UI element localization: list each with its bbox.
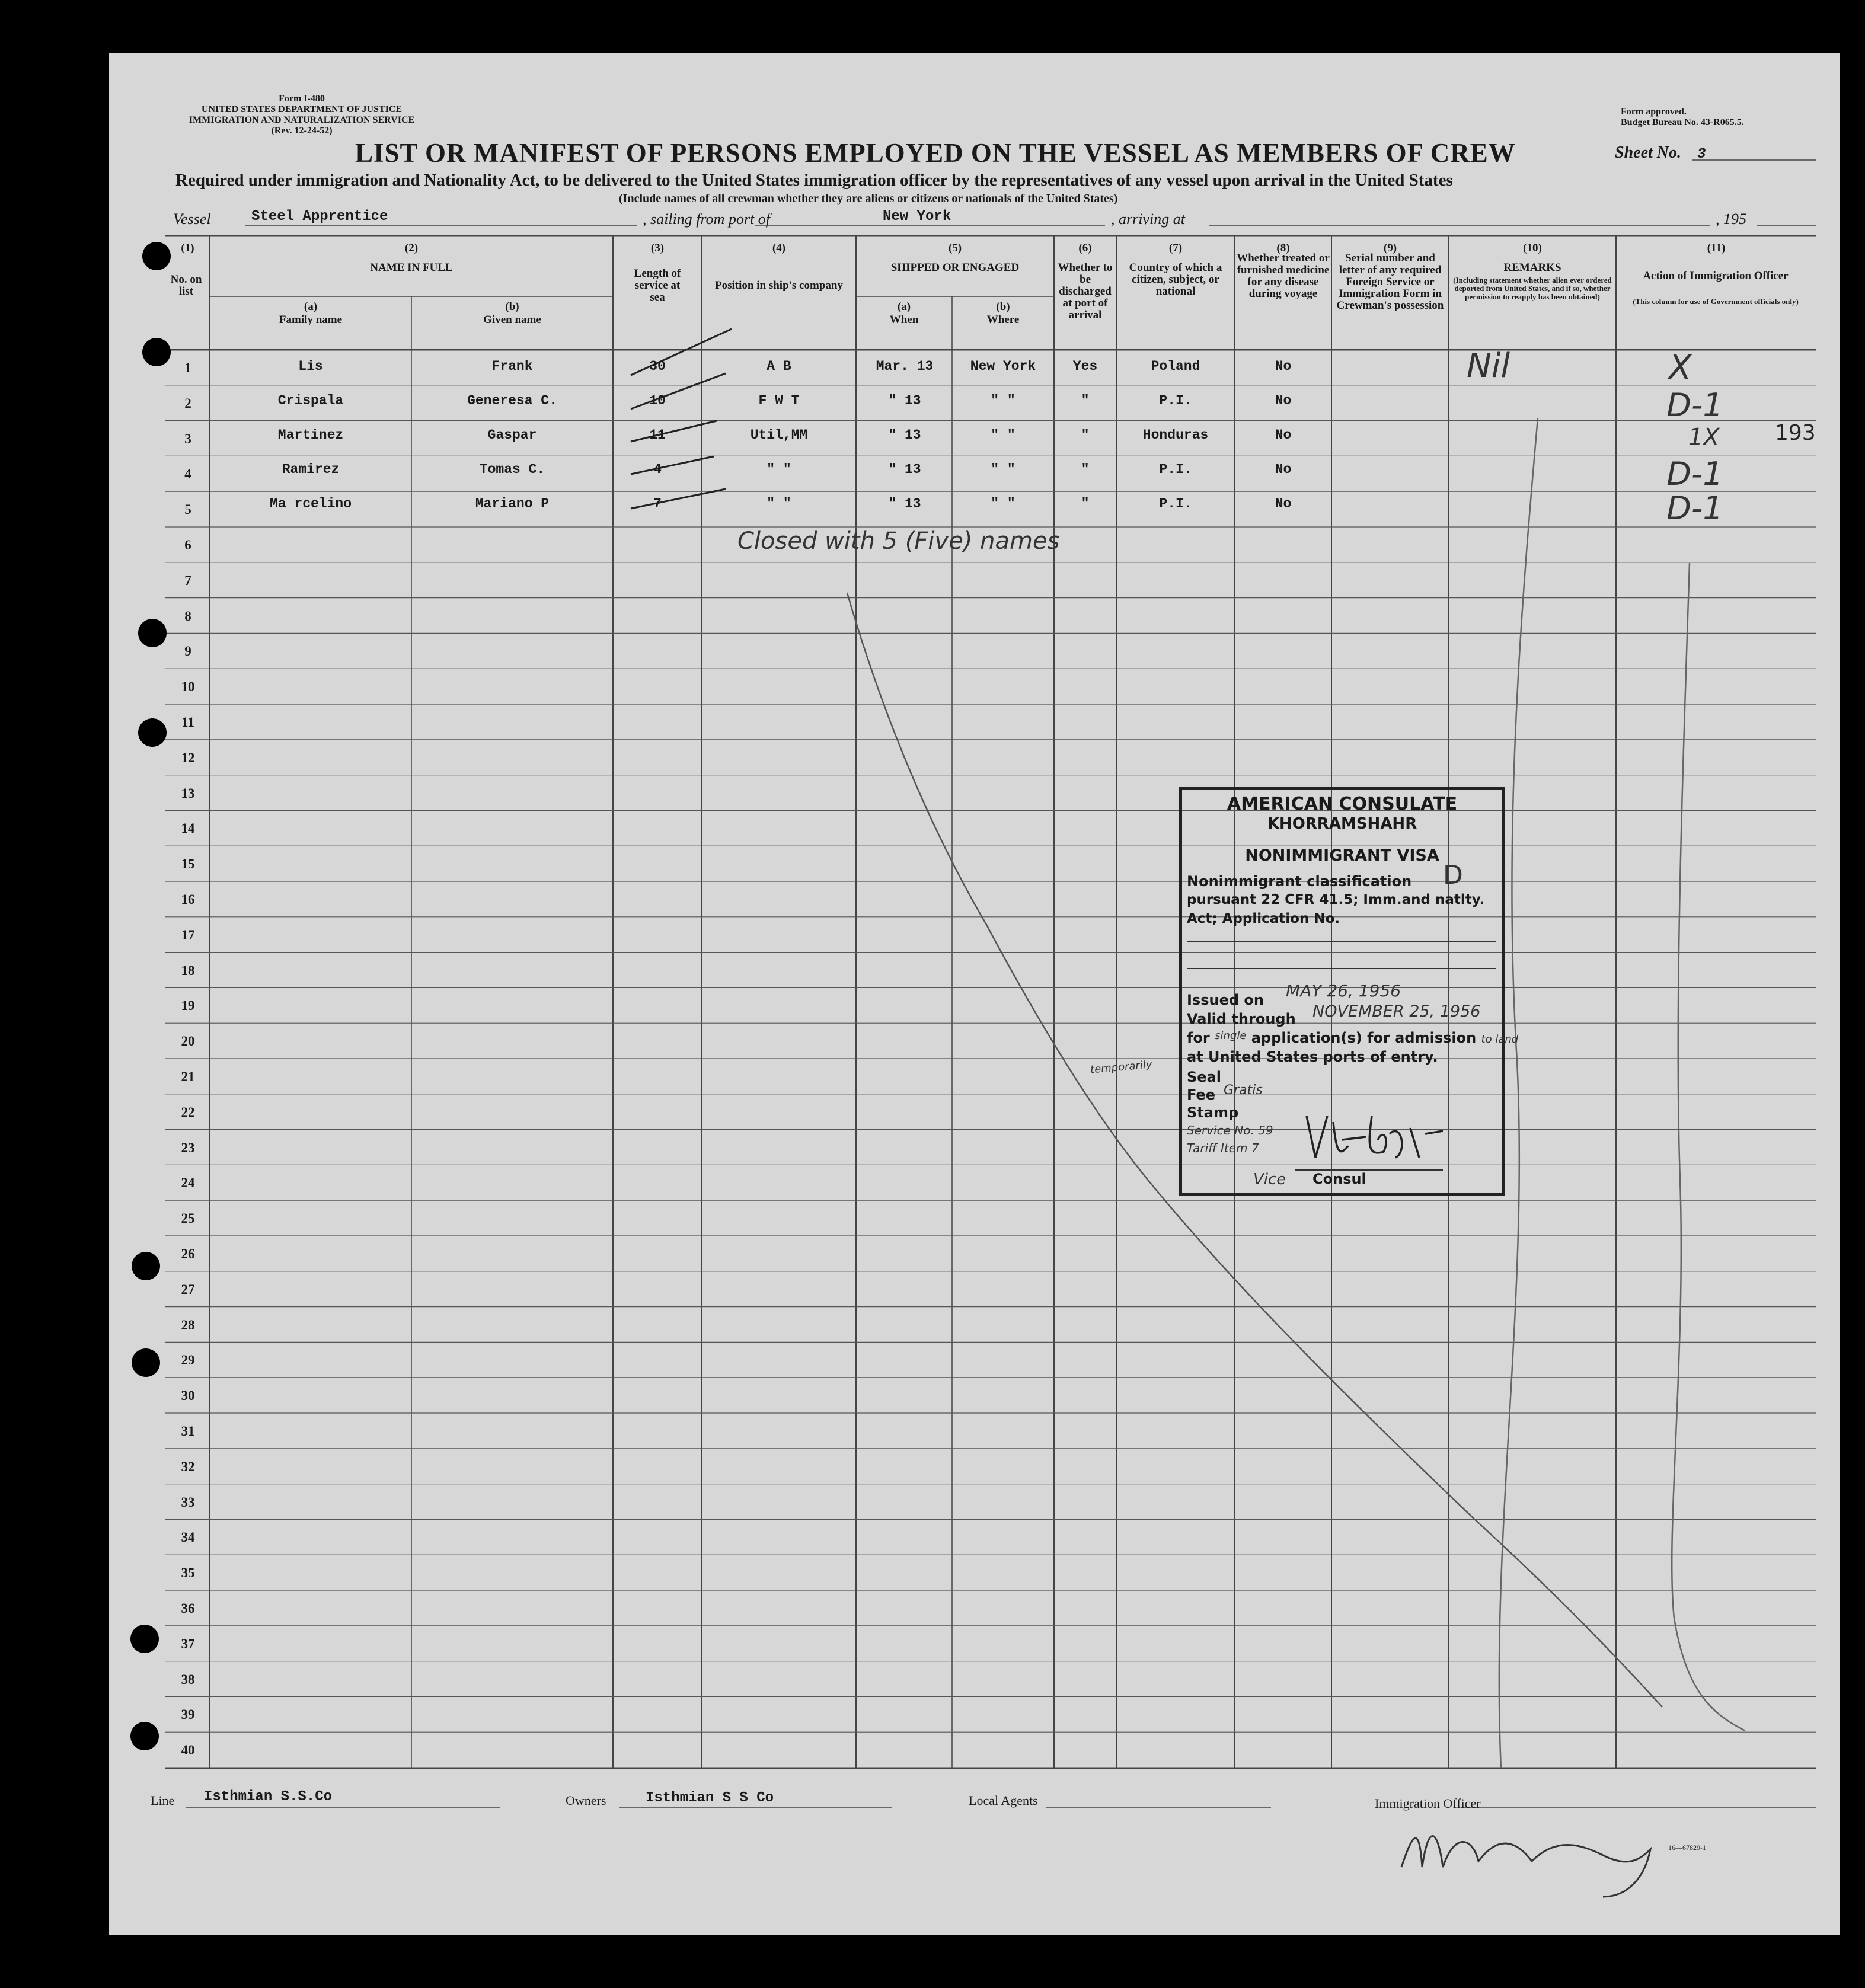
row-number: 31 [181,1424,195,1439]
department: UNITED STATES DEPARTMENT OF JUSTICE [201,104,403,114]
footer-line-label: Line [151,1793,175,1808]
row-treated: No [1275,496,1292,512]
stamp-classification-value: D [1443,860,1463,890]
consul-signature [1301,1104,1455,1169]
stamp-consul: Consul [1312,1171,1366,1187]
row-position: " " [767,462,791,477]
row-treated: No [1275,359,1292,374]
col-given-name: Given name [483,314,541,326]
footer-agents-label: Local Agents [969,1793,1038,1808]
col-position: Position in ship's company [715,279,843,292]
include-line: (Include names of all crewman whether they are aliens or citizens or nationals of the United States) [619,192,1118,205]
row-where: " " [991,427,1015,443]
row-number: 19 [181,998,195,1014]
col-1-num: (1) [181,242,194,254]
stamp-classification-label: Nonimmigrant classification [1187,873,1412,890]
row-family-name: Ma rcelino [269,496,352,512]
row-number: 14 [181,821,195,836]
row-given-name: Frank [491,359,533,374]
row-position: " " [767,496,791,512]
stamp-for-hand: single [1215,1030,1247,1042]
col-6-num: (6) [1078,242,1092,254]
row-where: " " [991,462,1015,477]
row-country: P.I. [1159,496,1192,512]
form-approved: Form approved. [1621,107,1687,117]
stamp-for-label: for [1187,1030,1210,1046]
col-treated: Whether treated or furnished medicine for any disease during voyage [1237,252,1330,300]
footer-line-value: Isthmian S.S.Co [204,1789,333,1805]
row-country: Poland [1151,359,1200,374]
footer-owners-value: Isthmian S S Co [646,1790,774,1806]
form-id: Form I-480 [279,94,325,104]
row-length: 4 [653,462,662,477]
punch-hole [142,338,171,366]
stamp-tariff-no: Tariff Item 7 [1187,1141,1259,1155]
col-3-num: (3) [650,242,665,254]
row-treated: No [1275,462,1292,477]
footer-print-code: 16—67829-1 [1668,1843,1706,1852]
punch-hole [142,242,171,270]
row-number: 6 [184,538,191,552]
form-grid [109,53,1840,1935]
row-when: " 13 [888,496,921,512]
stamp-issued-label: Issued on [1187,992,1264,1008]
stamp-act: Act; Application No. [1187,911,1340,926]
col-11-num: (11) [1707,242,1726,254]
stamp-to-land: to land [1481,1033,1519,1046]
row-number: 23 [181,1140,195,1155]
row-number: 5 [184,502,191,517]
row-number: 7 [184,573,191,588]
col-8-num: (8) [1276,242,1290,254]
row-discharged: " [1081,462,1090,477]
row-family-name: Martinez [277,427,344,443]
row-number: 28 [181,1317,195,1332]
row-number: 35 [181,1565,195,1581]
row-number: 36 [181,1601,195,1616]
closed-note: Closed with 5 (Five) names [737,528,1060,555]
punch-hole [138,718,167,747]
row-number: 27 [181,1281,195,1297]
row-number: 8 [184,608,191,624]
stamp-fee-value: Gratis [1224,1083,1263,1098]
col-action: Action of Immigration Officer [1643,270,1789,282]
sheet-label: Sheet No. [1615,143,1681,162]
officer-signature [1401,1836,1650,1897]
arriving-label: , arriving at [1111,210,1185,228]
row-action: D-1 [1666,490,1723,527]
col-family-name: Family name [279,314,343,326]
row-given-name: Tomas C. [479,462,545,477]
col-where-b: (b) [996,301,1010,313]
col-7-num: (7) [1168,242,1183,254]
row-when: Mar. 13 [876,359,934,374]
row-action: D-1 [1666,455,1723,493]
col-5-num: (5) [948,242,962,254]
row-number: 1 [184,360,191,375]
row-given-name: Mariano P [475,496,550,512]
row-number: 10 [181,679,195,695]
row-number: 22 [181,1104,195,1120]
row-number: 16 [181,892,195,907]
temporarily-note: temporarily [1090,1058,1153,1076]
row-number: 4 [184,466,191,482]
col-remarks-note: (Including statement whether alien ever ordered deported from United States, and if so, whether permission to reapply has been obtained) [1453,276,1612,301]
stamp-service-no: Service No. 59 [1187,1123,1273,1137]
revision: (Rev. 12-24-52) [271,126,333,136]
row-given-name: Gaspar [487,427,537,443]
row-number: 13 [181,785,195,801]
row-treated: No [1275,393,1292,408]
row-number: 15 [181,856,195,872]
col-action-note: (This column for use of Government officials only) [1633,297,1799,306]
row-country: P.I. [1159,462,1192,477]
row-length: 11 [649,427,666,443]
stamp-vice: Vice [1253,1171,1286,1188]
budget-bureau: Budget Bureau No. 43-R065.5. [1621,117,1744,127]
row-number: 18 [181,963,195,978]
row-number: 24 [181,1175,195,1191]
col-given-b: (b) [505,301,519,313]
row-family-name: Ramirez [282,462,340,477]
col-name-in-full: NAME IN FULL [370,261,453,274]
col-2-num: (2) [404,242,419,254]
col-remarks: REMARKS [1503,261,1561,274]
punch-hole [138,619,167,647]
row-discharged: Yes [1072,359,1098,374]
row-given-name: Generesa C. [467,393,557,408]
row-length: 30 [649,359,666,374]
stamp-valid-value: NOVEMBER 25, 1956 [1312,1002,1481,1021]
row-number: 34 [181,1530,195,1545]
row-number: 38 [181,1671,195,1687]
col-length: Length of service at sea [634,267,681,303]
punch-hole [130,1625,159,1653]
stamp-consulate: AMERICAN CONSULATE [1227,794,1458,814]
stamp-application: application(s) for admission [1251,1030,1477,1046]
stamp-city: KHORRAMSHAHR [1267,815,1417,833]
row-number: 20 [181,1034,195,1049]
row-discharged: " [1081,496,1090,512]
row-family-name: Crispala [277,393,344,408]
row-number: 33 [181,1494,195,1510]
vessel-label: Vessel [173,210,211,228]
col-discharged: Whether to be discharged at port of arrival [1058,261,1113,321]
row-length: 10 [649,393,666,408]
col-shipped: SHIPPED OR ENGAGED [890,261,1020,274]
row-action: 1X [1688,424,1720,451]
stamp-stamp-label: Stamp [1187,1104,1239,1121]
row-length: 7 [653,496,662,512]
row-family-name: Lis [298,359,323,374]
consulate-visa-stamp [1179,787,1519,1196]
remarks-nil: Nil [1467,347,1510,385]
service: IMMIGRATION AND NATURALIZATION SERVICE [189,115,415,125]
stamp-valid-label: Valid through [1187,1011,1296,1027]
row-number: 21 [181,1069,195,1084]
row-number: 39 [181,1707,195,1722]
col-no-on-list: No. on list [170,273,202,298]
row-position: A B [767,359,791,374]
row-when: " 13 [888,427,921,443]
footer-owners-label: Owners [566,1793,606,1808]
row-where: " " [991,393,1015,408]
vessel-value: Steel Apprentice [251,209,388,225]
col-serial: Serial number and letter of any required Foreign Service or Immigration Form in Crewman's possession [1336,252,1444,312]
action-vertical-line [1672,563,1745,1731]
sailing-value: New York [883,209,951,225]
row-number: 30 [181,1388,195,1404]
row-number: 26 [181,1247,195,1261]
row-action: X [1668,349,1692,387]
row-country: Honduras [1142,427,1209,443]
row-action: D-1 [1666,386,1723,424]
col-9-num: (9) [1383,242,1397,254]
row-number: 37 [181,1636,195,1651]
manifest-sheet [109,53,1840,1935]
stamp-for-line [1187,1030,1518,1046]
col-when-a: (a) [897,301,911,313]
row-where: " " [991,496,1015,512]
row-number: 40 [181,1743,195,1758]
required-line: Required under immigration and Nationality Act, to be delivered to the United States immigration officer by the representatives of any vessel upon arrival in the United States [175,171,1453,190]
stamp-visa-type: NONIMMIGRANT VISA [1245,846,1439,865]
row-number: 9 [184,644,191,659]
stamp-pursuant: pursuant 22 CFR 41.5; Imm.and natlty. [1187,892,1485,907]
row-number: 25 [181,1211,195,1226]
punch-hole [130,1722,159,1750]
row-where: New York [970,359,1036,374]
col-when: When [889,314,919,326]
row-number: 3 [184,431,191,446]
col-family-a: (a) [304,301,318,313]
col-4-num: (4) [772,242,786,254]
punch-hole [132,1252,160,1280]
row-number: 11 [181,715,194,730]
col-country: Country of which a citizen, subject, or national [1129,261,1222,298]
row-position: F W T [758,393,800,408]
sailing-label: , sailing from port of [643,210,771,228]
row-discharged: " [1081,393,1090,408]
row-number: 17 [181,927,195,942]
footer-officer-label: Immigration Officer [1375,1796,1481,1811]
punch-hole [132,1348,160,1377]
length-strikes [631,329,732,509]
stamp-ports: at United States ports of entry. [1187,1049,1438,1065]
stamp-issued-value: MAY 26, 1956 [1286,981,1401,1001]
stamp-seal: Seal [1187,1069,1221,1085]
margin-number: 193 [1775,421,1816,445]
row-when: " 13 [888,393,921,408]
year-label: , 195 [1716,210,1746,228]
row-discharged: " [1081,427,1090,443]
row-country: P.I. [1159,393,1192,408]
row-position: Util,MM [750,427,808,443]
row-number: 32 [181,1459,195,1474]
row-treated: No [1275,427,1292,443]
row-number: 2 [184,395,191,411]
form-title: LIST OR MANIFEST OF PERSONS EMPLOYED ON THE VESSEL AS MEMBERS OF CREW [355,138,1516,168]
sheet-value: 3 [1697,146,1706,162]
row-when: " 13 [888,462,921,477]
row-number: 29 [181,1353,195,1368]
stamp-fee-label: Fee [1187,1086,1215,1103]
col-where: Where [986,314,1020,326]
col-10-num: (10) [1523,242,1542,254]
row-number: 12 [181,750,195,765]
